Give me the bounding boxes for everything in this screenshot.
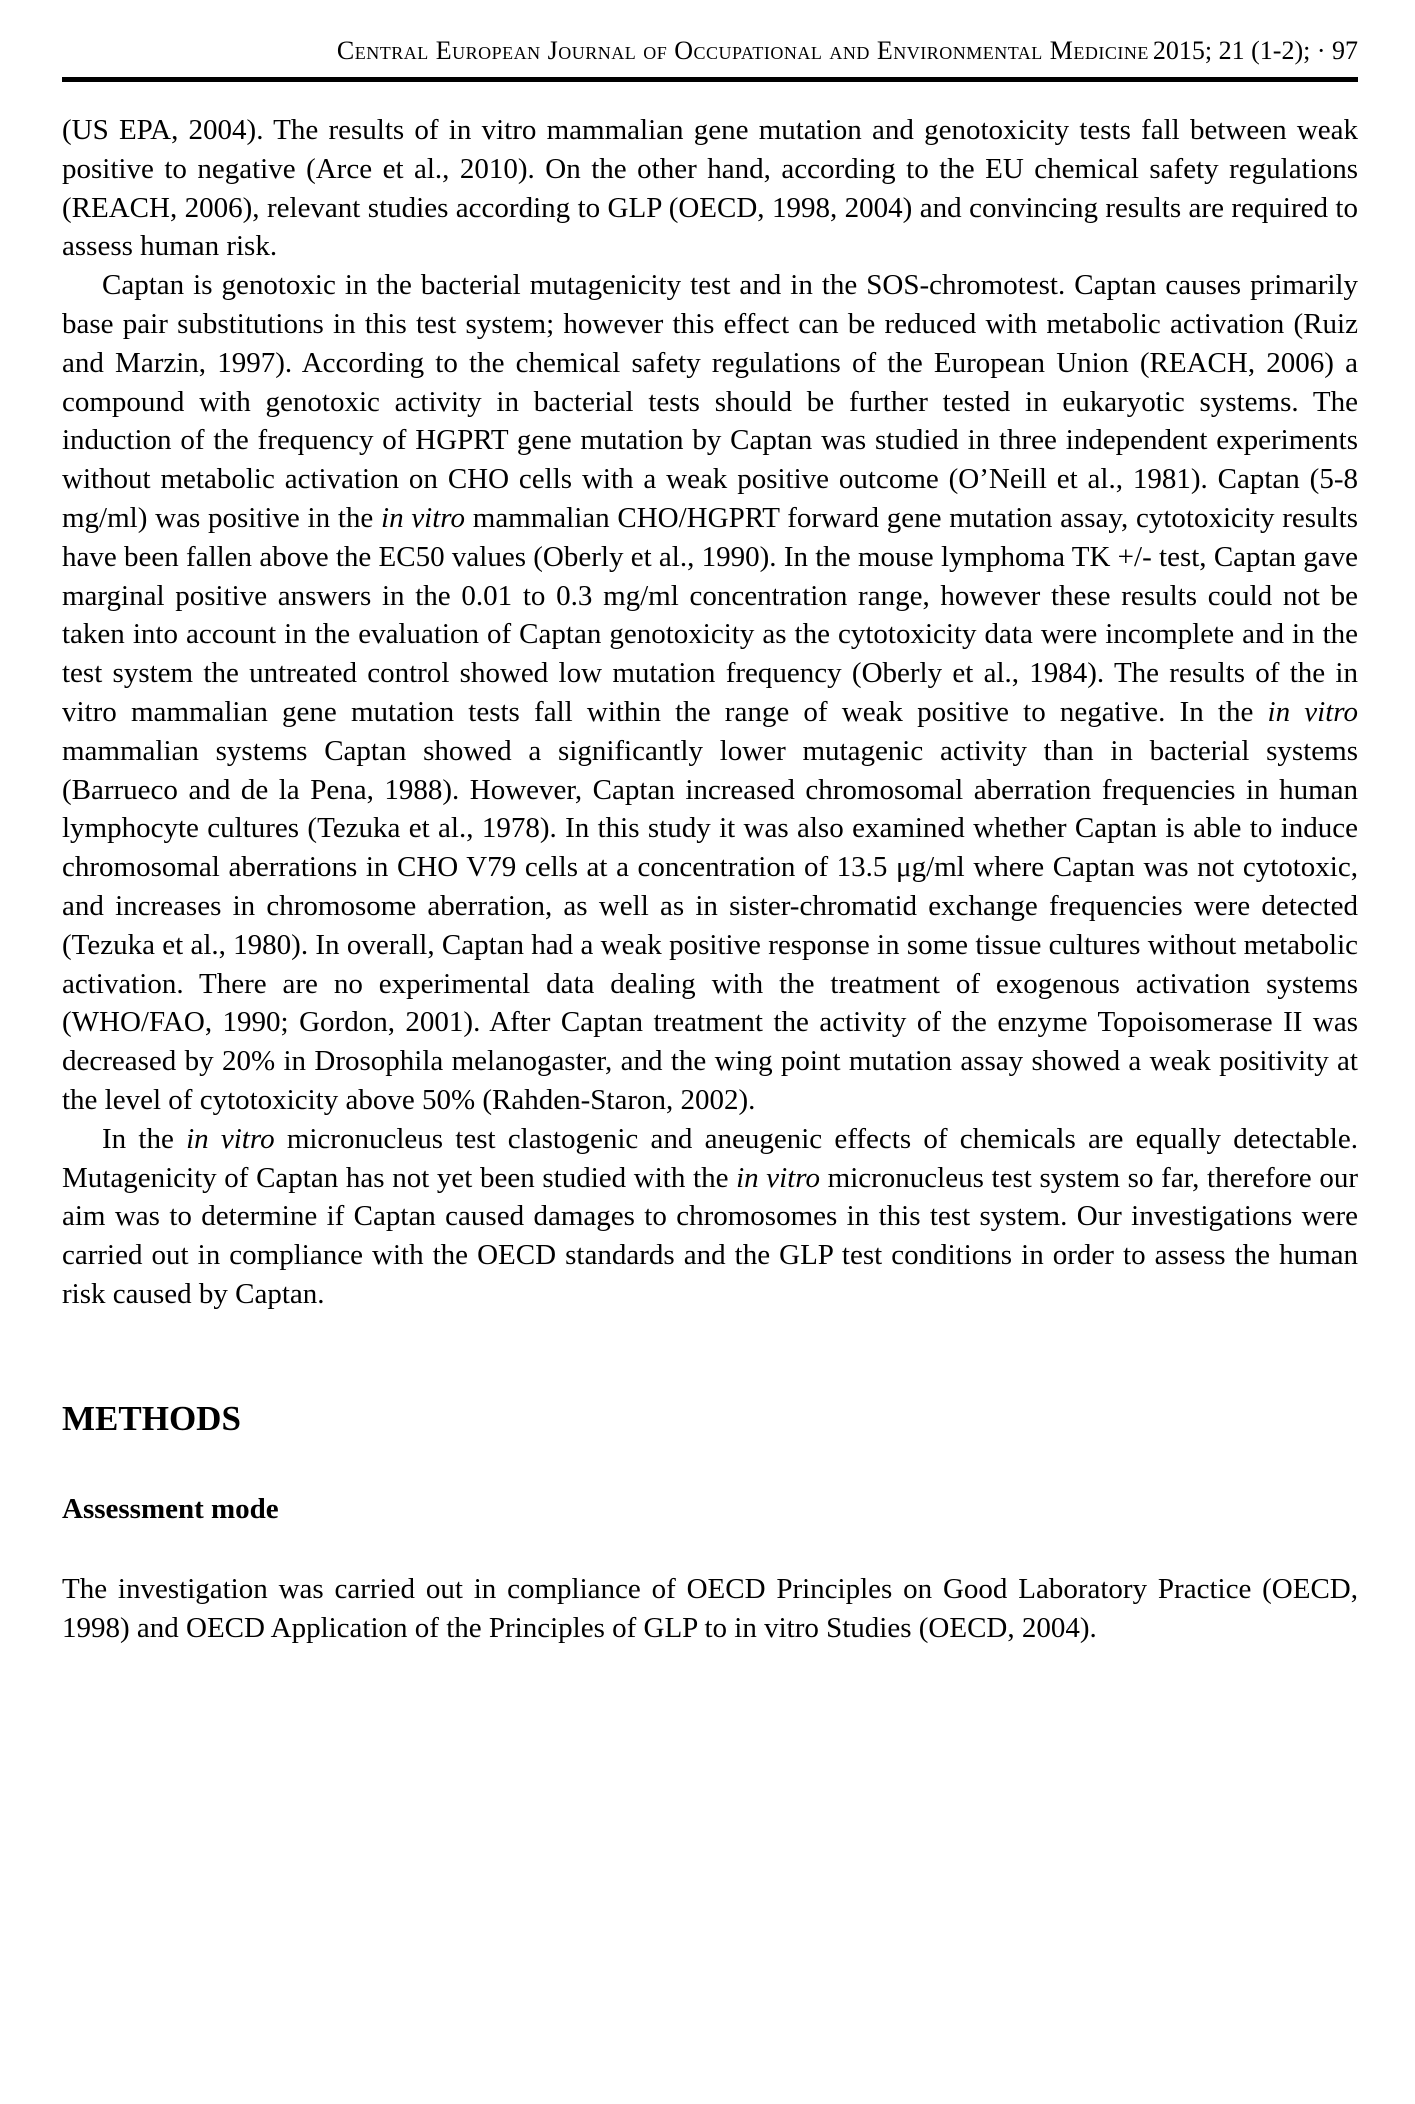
- text-run: mammalian CHO/HGPRT forward gene mutation assay, cytotoxicity results have been fallen above the EC50 values (Oberly et al., 1990). In the mouse lymphoma TK +/- test, Captan gave marginal positive answers in the 0.01 to 0.3 mg/ml concentration range, however these results could not be taken into account in the evaluation of Captan genotoxicity as the cytotoxicity data were incomplete and in the test system the untreated control showed low mutation frequency (Oberly et al., 1984). The results of the in vitro mammalian gene mutation tests fall within the range of weak positive to negative. In the: [62, 501, 1358, 728]
- italic-text-run: in vitro: [736, 1161, 820, 1194]
- text-run: mammalian systems Captan showed a significantly lower mutagenic activity than in bacterial systems (Barrueco and de la Pena, 1988). However, Captan increased chromosomal aberration frequencies in human lymphocyte cultures (Tezuka et al., 1978). In this study it was also examined whether Captan is able to induce chromosomal aberrations in CHO V79 cells at a concentration of 13.5 μg/ml where Captan was not cytotoxic, and increases in chromosome aberration, as well as in sister-chromatid exchange frequencies were detected (Tezuka et al., 1980). In overall, Captan had a weak positive response in some tissue cultures without metabolic activation. There are no experimental data dealing with the treatment of exogenous activation systems (WHO/FAO, 1990; Gordon, 2001). After Captan treatment the activity of the enzyme Topoisomerase II was decreased by 20% in Drosophila melanogaster, and the wing point mutation assay showed a weak positivity at the level of cytotoxicity above 50% (Rahden-Staron, 2002).: [62, 734, 1358, 1116]
- text-run: In the: [102, 1122, 187, 1155]
- subsection-heading: Assessment mode: [62, 1493, 279, 1526]
- italic-text-run: in vitro: [381, 501, 466, 534]
- journal-title: Central European Journal of Occupational and Environmental Medicine: [336, 36, 1149, 65]
- body-paragraph: [62, 1570, 1358, 1648]
- text-run: The investigation was carried out in compliance of OECD Principles on Good Laboratory Practice (OECD, 1998) and OECD Application of the Principles of GLP to in vitro Studies (OECD, 2004).: [62, 1573, 1358, 1644]
- body-paragraph: [62, 266, 1358, 1120]
- running-header: [62, 0, 1358, 82]
- text-run: (US EPA, 2004). The results of in vitro mammalian gene mutation and genotoxicity tests fall between weak positive to negative (Arce et al., 2010). On the other hand, according to the EU chemical safety regulations (REACH, 2006), relevant studies according to GLP (OECD, 1998, 2004) and convincing results are required to assess human risk.: [62, 114, 1358, 263]
- body-paragraph: [62, 1120, 1358, 1314]
- body-paragraph: [62, 111, 1358, 266]
- text-run: micronucleus test system so far, therefore our aim was to determine if Captan caused damages to chromosomes in this test system. Our investigations were carried out in compliance with the OECD standards and the GLP test conditions in order to assess the human risk caused by Captan.: [62, 1161, 1358, 1310]
- text-run: Captan is genotoxic in the bacterial mutagenicity test and in the SOS-chromotest. Captan causes primarily base pair substitutions in this test system; however this effect can be reduced with metabolic activation (Ruiz and Marzin, 1997). According to the chemical safety regulations of the European Union (REACH, 2006) a compound with genotoxic activity in bacterial tests should be further tested in eukaryotic systems. The induction of the frequency of HGPRT gene mutation by Captan was studied in three independent experiments without metabolic activation on CHO cells with a weak positive outcome (O’Neill et al., 1981). Captan (5-8 mg/ml) was positive in the: [62, 269, 1358, 534]
- italic-text-run: in vitro: [186, 1122, 275, 1155]
- section-heading: METHODS: [62, 1398, 241, 1438]
- text-run: micronucleus test clastogenic and aneugenic effects of chemicals are equally detectable. Mutagenicity of Captan has not yet been studied with the: [62, 1122, 1358, 1194]
- issue-page-info: 2015; 21 (1-2); · 97: [1152, 36, 1358, 65]
- journal-page: [62, 0, 1358, 1648]
- italic-text-run: in vitro: [1267, 695, 1358, 728]
- article-body: [62, 111, 1358, 1648]
